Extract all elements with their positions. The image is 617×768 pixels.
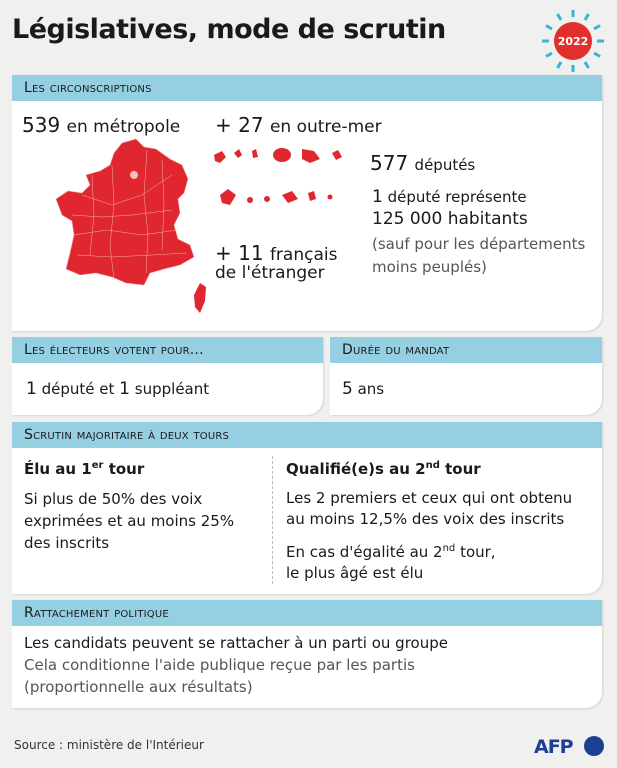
note-line-2: moins peuplés): [372, 258, 487, 276]
etranger-label1: français: [269, 245, 338, 265]
electeurs-text2: suppléant: [134, 380, 210, 398]
premier-tour-text: Si plus de 50% des voix exprimées et au moins 25% des inscrits: [24, 490, 235, 552]
rattachement-line-2: Cela conditionne l'aide publique reçue par les partis: [24, 656, 415, 674]
circonscriptions-header: Les circonscriptions: [12, 75, 602, 101]
habitants: 125 000 habitants: [372, 209, 528, 229]
electeurs-n2: 1: [119, 379, 130, 399]
france-map-icon: [52, 135, 212, 325]
duree-card: [330, 337, 602, 415]
electeurs-n1: 1: [26, 379, 37, 399]
duree-unit: ans: [357, 380, 385, 398]
deputes-number: 577: [370, 151, 409, 175]
rattachement-card: [12, 600, 602, 708]
metro-label: en métropole: [66, 117, 181, 137]
etranger-label2: de l'étranger: [215, 263, 325, 283]
electeurs-text1: député et: [41, 380, 115, 398]
source-note: Source : ministère de l'Intérieur: [14, 738, 204, 752]
duree-header: Durée du mandat: [330, 337, 602, 363]
note-line-1: (sauf pour les départements: [372, 235, 586, 253]
electeurs-card: [12, 337, 323, 415]
egalite-text: En cas d'égalité au 2nd tour, le plus âgé est élu: [286, 543, 496, 582]
represente-number: 1: [372, 187, 383, 207]
rattachement-line-1: Les candidats peuvent se rattacher à un parti ou groupe: [24, 634, 448, 652]
outremer-map-icon: [212, 145, 362, 220]
page-title: Législatives, mode de scrutin: [12, 14, 446, 45]
second-tour-title: Qualifié(e)s au 2nd tour: [286, 460, 481, 478]
etranger-number: + 11: [215, 241, 264, 265]
scrutin-header: Scrutin majoritaire à deux tours: [12, 422, 602, 448]
rattachement-line-3: (proportionnelle aux résultats): [24, 678, 253, 696]
outremer-number: + 27: [215, 113, 264, 137]
represente-label: député représente: [387, 188, 527, 206]
afp-logo-text: AFP: [534, 736, 573, 758]
scrutin-card: [12, 422, 602, 594]
second-tour-text: Les 2 premiers et ceux qui ont obtenu au moins 12,5% des voix des inscrits: [286, 489, 573, 528]
metro-number: 539: [22, 113, 61, 137]
year-badge: [540, 8, 606, 74]
badge-year: 2022: [557, 35, 589, 48]
premier-tour-title: Élu au 1er tour: [24, 460, 145, 478]
duree-number: 5: [342, 379, 353, 399]
afp-logo: [534, 733, 606, 759]
outremer-label: en outre-mer: [269, 117, 382, 137]
circonscriptions-card: [12, 75, 602, 331]
deputes-label: députés: [414, 156, 476, 174]
electeurs-header: Les électeurs votent pour...: [12, 337, 323, 363]
column-divider: [272, 456, 273, 584]
rattachement-header: Rattachement politique: [12, 600, 602, 626]
